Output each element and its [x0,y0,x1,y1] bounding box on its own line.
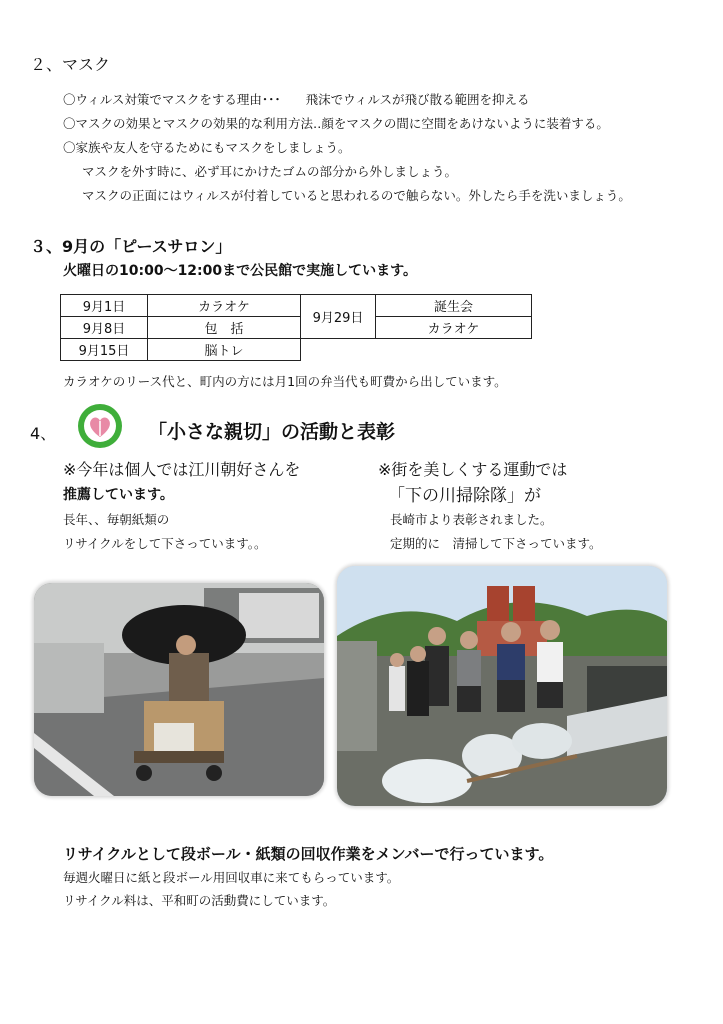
salon-activity: 脳トレ [148,339,301,361]
mask-line: 〇家族や友人を守るためにもマスクをしましょう。 [63,140,351,155]
salon-activity: 誕生会 [376,295,532,317]
mask-line: マスクの正面にはウィルスが付着していると思われるので触らない。外したら手を洗いましょう。 [82,188,631,203]
award-line: ※街を美しくする運動では [378,460,568,479]
photo-recycling-man [34,583,324,796]
salon-table [60,294,532,361]
salon-date: 9月1日 [61,295,148,317]
mask-line: マスクを外す時に、必ず耳にかけたゴムの部分から外しましょう。 [82,164,458,179]
mask-line: 〇ウィルス対策でマスクをする理由･･･ 飛沫でウィルスが飛び散る範囲を抑える [63,92,530,107]
salon-activity: カラオケ [148,295,301,317]
recommend-line: 長年、、毎朝紙類の [63,512,170,527]
recommend-line: リサイクルをして下さっています。。 [63,536,267,551]
recycle-line: 毎週火曜日に紙と段ボール用回収車に来てもらっています。 [63,870,400,885]
salon-activity: カラオケ [376,317,532,339]
recycle-line: リサイクル料は、平和町の活動費にしています。 [63,893,336,908]
recommend-line: ※今年は個人では江川朝好さんを [63,460,301,479]
salon-date: 9月29日 [301,295,376,339]
photo-cleanup-team [337,566,667,806]
salon-date: 9月15日 [61,339,148,361]
salon-schedule: 火曜日の10:00～12:00まで公民館で実施しています。 [63,263,418,279]
salon-note: カラオケのリース代と、町内の方には月1回の弁当代も町費から出しています。 [63,374,507,389]
salon-date: 9月8日 [61,317,148,339]
award-line: 定期的に 清掃して下さっています。 [390,536,602,551]
award-line: 長崎市より表彰されました。 [390,512,553,527]
salon-activity: 包 括 [148,317,301,339]
small-kindness-heart-logo-icon [77,403,123,449]
mask-line: 〇マスクの効果とマスクの効果的な利用方法‥顔をマスクの間に空間をあけないように装着する。 [63,116,609,131]
section3-heading: ３、9月の「ピースサロン」 [30,237,232,256]
recycle-heading: リサイクルとして段ボール・紙類の回収作業をメンバーで行っています。 [63,845,554,863]
section4-number: 4、 [30,424,57,443]
recommend-line: 推薦しています。 [63,487,174,503]
section2-heading: ２、マスク [30,55,111,74]
award-line: 「下の川掃除隊」が [388,486,541,506]
section4-title: 「小さな親切」の活動と表彰 [148,421,396,443]
